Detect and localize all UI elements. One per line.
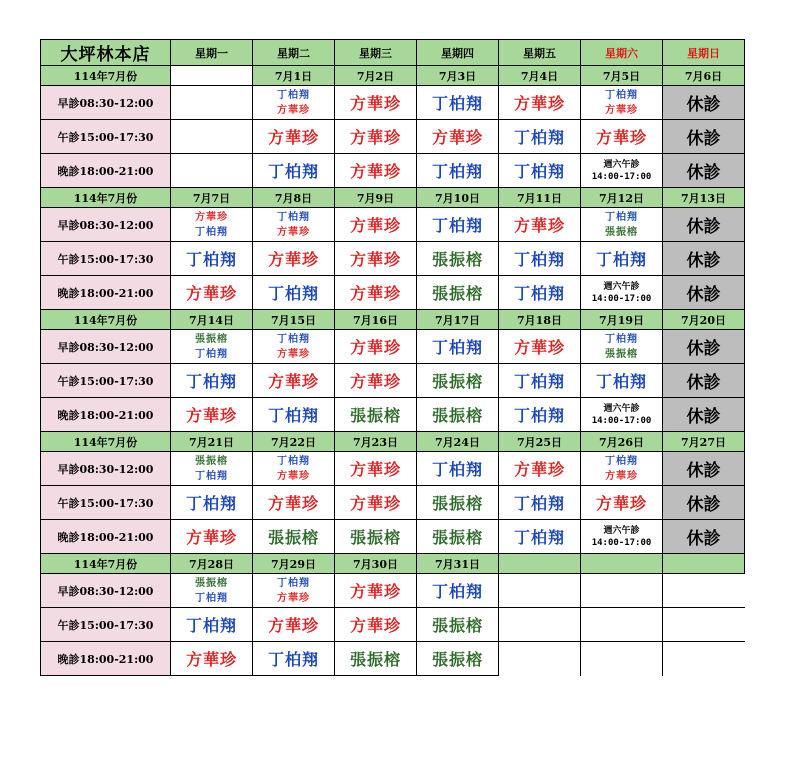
date-cell: 7月31日 [417, 554, 499, 574]
date-cell: 7月11日 [499, 188, 581, 208]
date-cell: 7月13日 [663, 188, 745, 208]
date-cell: 7月19日 [581, 310, 663, 330]
schedule-cell [253, 642, 335, 676]
schedule-cell [335, 330, 417, 364]
schedule-cell [499, 120, 581, 154]
schedule-cell [171, 208, 253, 242]
sat-note-time: 14:00-17:00 [591, 293, 652, 304]
schedule-cell [253, 120, 335, 154]
doctor-name: 丁柏翔 [185, 616, 237, 635]
schedule-cell [171, 120, 253, 154]
doctor-name: 張振榕 [267, 528, 319, 547]
schedule-cell [253, 520, 335, 554]
schedule-cell [335, 242, 417, 276]
doctor-name: 丁柏翔 [513, 250, 565, 269]
doctor-name: 丁柏翔 [431, 338, 483, 357]
weekday-header: 星期六 [581, 40, 663, 66]
month-row [41, 554, 745, 574]
doctor-name: 方華珍 [267, 128, 319, 147]
date-cell [663, 554, 745, 574]
schedule-cell [335, 364, 417, 398]
doctor-name: 丁柏翔 [277, 333, 310, 345]
doctor-name: 丁柏翔 [605, 89, 638, 101]
doctor-name: 丁柏翔 [185, 250, 237, 269]
schedule-cell [335, 452, 417, 486]
schedule-cell [663, 608, 745, 642]
doctor-name: 方華珍 [349, 128, 401, 147]
month-row [41, 432, 745, 452]
closed-cell: 休診 [663, 86, 745, 120]
schedule-cell [499, 398, 581, 432]
schedule-cell [253, 364, 335, 398]
schedule-cell [253, 154, 335, 188]
schedule-cell [417, 398, 499, 432]
doctor-name: 張振榕 [605, 348, 638, 360]
sat-note-line: 週六午診 [603, 281, 640, 292]
doctor-name: 方華珍 [267, 616, 319, 635]
doctor-name: 張振榕 [431, 494, 483, 513]
date-cell: 7月20日 [663, 310, 745, 330]
doctor-name: 丁柏翔 [431, 216, 483, 235]
schedule-cell [417, 208, 499, 242]
doctor-name: 方華珍 [185, 650, 237, 669]
doctor-name: 張振榕 [195, 577, 228, 589]
doctor-name: 丁柏翔 [277, 577, 310, 589]
closed-cell: 休診 [663, 120, 745, 154]
slot-label: 晚診18:00-21:00 [41, 398, 171, 432]
slot-row [41, 154, 745, 188]
slot-row [41, 86, 745, 120]
schedule-cell [171, 364, 253, 398]
slot-label: 早診08:30-12:00 [41, 86, 171, 120]
doctor-name: 方華珍 [349, 616, 401, 635]
schedule-cell [499, 364, 581, 398]
closed-cell: 休診 [663, 398, 745, 432]
schedule-cell [417, 364, 499, 398]
schedule-cell [581, 330, 663, 364]
slot-label: 午診15:00-17:30 [41, 120, 171, 154]
schedule-cell [253, 242, 335, 276]
date-cell: 7月30日 [335, 554, 417, 574]
doctor-name: 丁柏翔 [595, 250, 647, 269]
date-cell: 7月2日 [335, 66, 417, 86]
doctor-name: 張振榕 [431, 406, 483, 425]
schedule-cell [499, 520, 581, 554]
slot-label: 晚診18:00-21:00 [41, 276, 171, 310]
weekday-header: 星期三 [335, 40, 417, 66]
schedule-cell [581, 120, 663, 154]
date-cell: 7月14日 [171, 310, 253, 330]
schedule-cell [335, 276, 417, 310]
schedule-cell [417, 120, 499, 154]
schedule-cell [581, 452, 663, 486]
date-cell: 7月16日 [335, 310, 417, 330]
schedule-cell [581, 608, 663, 642]
schedule-cell [417, 86, 499, 120]
date-cell: 7月5日 [581, 66, 663, 86]
doctor-name: 丁柏翔 [513, 494, 565, 513]
doctor-name: 丁柏翔 [513, 372, 565, 391]
doctor-name: 丁柏翔 [277, 211, 310, 223]
slot-label: 晚診18:00-21:00 [41, 642, 171, 676]
schedule-cell [417, 608, 499, 642]
schedule-cell [253, 452, 335, 486]
doctor-name: 張振榕 [431, 528, 483, 547]
closed-cell: 休診 [663, 242, 745, 276]
schedule-cell [171, 276, 253, 310]
sat-note-line: 週六午診 [603, 525, 640, 536]
date-cell: 7月18日 [499, 310, 581, 330]
schedule-cell [335, 208, 417, 242]
month-row [41, 310, 745, 330]
slot-label: 午診15:00-17:30 [41, 608, 171, 642]
slot-row [41, 486, 745, 520]
weekday-header: 星期五 [499, 40, 581, 66]
slot-row [41, 642, 745, 676]
doctor-name: 張振榕 [605, 226, 638, 238]
schedule-cell [663, 642, 745, 676]
schedule-cell [335, 120, 417, 154]
doctor-name: 方華珍 [605, 470, 638, 482]
store-title: 大坪林本店 [41, 40, 171, 66]
schedule-cell [171, 574, 253, 608]
doctor-name: 方華珍 [267, 494, 319, 513]
sat-note-line: 週六午診 [603, 403, 640, 414]
schedule-cell [417, 276, 499, 310]
schedule-cell [581, 642, 663, 676]
schedule-cell [417, 520, 499, 554]
date-cell: 7月9日 [335, 188, 417, 208]
schedule-cell [499, 330, 581, 364]
closed-cell: 休診 [663, 208, 745, 242]
slot-row [41, 330, 745, 364]
doctor-name: 方華珍 [349, 250, 401, 269]
date-cell: 7月24日 [417, 432, 499, 452]
slot-label: 早診08:30-12:00 [41, 330, 171, 364]
doctor-name: 丁柏翔 [267, 406, 319, 425]
slot-row [41, 208, 745, 242]
date-cell: 7月17日 [417, 310, 499, 330]
doctor-name: 丁柏翔 [431, 162, 483, 181]
schedule-cell [581, 86, 663, 120]
month-label: 114年7月份 [41, 188, 171, 208]
weekday-header: 星期一 [171, 40, 253, 66]
doctor-name: 丁柏翔 [605, 333, 638, 345]
schedule-cell [581, 520, 663, 554]
schedule-cell [335, 574, 417, 608]
doctor-name: 方華珍 [431, 128, 483, 147]
doctor-name: 方華珍 [185, 284, 237, 303]
schedule-cell [171, 486, 253, 520]
doctor-name: 丁柏翔 [513, 406, 565, 425]
slot-row [41, 574, 745, 608]
closed-cell: 休診 [663, 452, 745, 486]
doctor-name: 丁柏翔 [513, 162, 565, 181]
slot-label: 午診15:00-17:30 [41, 364, 171, 398]
doctor-name: 方華珍 [605, 104, 638, 116]
doctor-name: 丁柏翔 [513, 284, 565, 303]
month-row [41, 66, 745, 86]
closed-cell: 休診 [663, 276, 745, 310]
slot-label: 早診08:30-12:00 [41, 208, 171, 242]
doctor-name: 方華珍 [349, 216, 401, 235]
schedule-cell [581, 208, 663, 242]
schedule-cell [499, 276, 581, 310]
schedule-cell [663, 574, 745, 608]
schedule-table [40, 39, 745, 676]
schedule-cell [417, 486, 499, 520]
doctor-name: 張振榕 [349, 528, 401, 547]
date-cell: 7月4日 [499, 66, 581, 86]
date-cell: 7月12日 [581, 188, 663, 208]
doctor-name: 方華珍 [277, 104, 310, 116]
date-cell: 7月28日 [171, 554, 253, 574]
doctor-name: 張振榕 [431, 650, 483, 669]
slot-label: 早診08:30-12:00 [41, 452, 171, 486]
schedule-cell [581, 276, 663, 310]
slot-label: 早診08:30-12:00 [41, 574, 171, 608]
doctor-name: 方華珍 [349, 494, 401, 513]
schedule-cell [499, 574, 581, 608]
month-label: 114年7月份 [41, 432, 171, 452]
doctor-name: 方華珍 [267, 372, 319, 391]
schedule-cell [335, 642, 417, 676]
schedule-cell [253, 86, 335, 120]
date-cell: 7月10日 [417, 188, 499, 208]
doctor-name: 張振榕 [431, 284, 483, 303]
schedule-cell [171, 608, 253, 642]
schedule-cell [253, 330, 335, 364]
schedule-cell [171, 242, 253, 276]
doctor-name: 丁柏翔 [267, 284, 319, 303]
doctor-name: 丁柏翔 [195, 348, 228, 360]
schedule-cell [335, 154, 417, 188]
schedule-cell [253, 276, 335, 310]
schedule-cell [171, 520, 253, 554]
doctor-name: 方華珍 [349, 284, 401, 303]
doctor-name: 方華珍 [513, 94, 565, 113]
schedule-cell [335, 86, 417, 120]
doctor-name: 方華珍 [185, 528, 237, 547]
schedule-cell [417, 154, 499, 188]
schedule-cell [171, 86, 253, 120]
schedule-cell [335, 398, 417, 432]
month-row [41, 188, 745, 208]
schedule-cell [499, 154, 581, 188]
closed-cell: 休診 [663, 520, 745, 554]
doctor-name: 方華珍 [349, 372, 401, 391]
sat-note-line: 週六午診 [603, 159, 640, 170]
date-cell: 7月27日 [663, 432, 745, 452]
date-cell: 7月6日 [663, 66, 745, 86]
slot-row [41, 398, 745, 432]
slot-row [41, 608, 745, 642]
doctor-name: 方華珍 [277, 226, 310, 238]
schedule-cell [335, 486, 417, 520]
date-cell: 7月25日 [499, 432, 581, 452]
schedule-cell [171, 330, 253, 364]
doctor-name: 丁柏翔 [185, 494, 237, 513]
slot-label: 午診15:00-17:30 [41, 486, 171, 520]
schedule-cell [499, 86, 581, 120]
doctor-name: 丁柏翔 [513, 528, 565, 547]
schedule-cell [417, 574, 499, 608]
slot-row [41, 452, 745, 486]
date-cell [581, 554, 663, 574]
schedule-cell [499, 608, 581, 642]
doctor-name: 方華珍 [277, 348, 310, 360]
doctor-name: 丁柏翔 [605, 455, 638, 467]
date-cell: 7月8日 [253, 188, 335, 208]
doctor-name: 方華珍 [277, 470, 310, 482]
schedule-cell [499, 208, 581, 242]
date-cell: 7月7日 [171, 188, 253, 208]
date-cell: 7月21日 [171, 432, 253, 452]
date-cell [171, 66, 253, 86]
date-cell: 7月23日 [335, 432, 417, 452]
doctor-name: 張振榕 [349, 650, 401, 669]
doctor-name: 丁柏翔 [431, 582, 483, 601]
schedule-cell [581, 364, 663, 398]
doctor-name: 方華珍 [349, 582, 401, 601]
doctor-name: 丁柏翔 [267, 650, 319, 669]
date-cell: 7月3日 [417, 66, 499, 86]
slot-row [41, 364, 745, 398]
schedule-cell [581, 154, 663, 188]
sat-note-time: 14:00-17:00 [591, 537, 652, 548]
closed-cell: 休診 [663, 330, 745, 364]
schedule-cell [253, 574, 335, 608]
schedule-cell [581, 486, 663, 520]
doctor-name: 方華珍 [349, 94, 401, 113]
doctor-name: 方華珍 [185, 406, 237, 425]
doctor-name: 張振榕 [431, 372, 483, 391]
doctor-name: 丁柏翔 [185, 372, 237, 391]
month-label: 114年7月份 [41, 310, 171, 330]
date-cell: 7月1日 [253, 66, 335, 86]
schedule-cell [499, 452, 581, 486]
doctor-name: 張振榕 [195, 333, 228, 345]
doctor-name: 方華珍 [267, 250, 319, 269]
schedule-cell [581, 398, 663, 432]
schedule-cell [417, 242, 499, 276]
doctor-name: 方華珍 [349, 338, 401, 357]
schedule-cell [499, 642, 581, 676]
doctor-name: 方華珍 [513, 338, 565, 357]
doctor-name: 張振榕 [195, 455, 228, 467]
closed-cell: 休診 [663, 154, 745, 188]
schedule-cell [499, 486, 581, 520]
schedule-cell [171, 154, 253, 188]
doctor-name: 方華珍 [195, 211, 228, 223]
closed-cell: 休診 [663, 364, 745, 398]
schedule-cell [253, 608, 335, 642]
schedule-cell [171, 452, 253, 486]
weekday-header: 星期二 [253, 40, 335, 66]
schedule-cell [253, 398, 335, 432]
doctor-name: 丁柏翔 [431, 460, 483, 479]
slot-row [41, 242, 745, 276]
month-label: 114年7月份 [41, 66, 171, 86]
doctor-name: 張振榕 [431, 250, 483, 269]
doctor-name: 方華珍 [595, 494, 647, 513]
schedule-cell [417, 642, 499, 676]
schedule-cell [417, 452, 499, 486]
sat-note-time: 14:00-17:00 [591, 171, 652, 182]
schedule-cell [253, 208, 335, 242]
weekday-header: 星期日 [663, 40, 745, 66]
slot-label: 晚診18:00-21:00 [41, 520, 171, 554]
doctor-name: 丁柏翔 [605, 211, 638, 223]
date-cell [499, 554, 581, 574]
schedule-cell [335, 520, 417, 554]
schedule-cell [581, 574, 663, 608]
doctor-name: 丁柏翔 [195, 470, 228, 482]
slot-label: 晚診18:00-21:00 [41, 154, 171, 188]
doctor-name: 方華珍 [513, 460, 565, 479]
header-row [41, 40, 745, 66]
doctor-name: 方華珍 [595, 128, 647, 147]
doctor-name: 丁柏翔 [513, 128, 565, 147]
doctor-name: 方華珍 [349, 162, 401, 181]
doctor-name: 張振榕 [431, 616, 483, 635]
sat-note-time: 14:00-17:00 [591, 415, 652, 426]
schedule-cell [171, 398, 253, 432]
schedule-cell [253, 486, 335, 520]
doctor-name: 方華珍 [513, 216, 565, 235]
schedule-cell [171, 642, 253, 676]
doctor-name: 丁柏翔 [595, 372, 647, 391]
doctor-name: 丁柏翔 [195, 592, 228, 604]
date-cell: 7月15日 [253, 310, 335, 330]
doctor-name: 張振榕 [349, 406, 401, 425]
date-cell: 7月26日 [581, 432, 663, 452]
slot-row [41, 520, 745, 554]
date-cell: 7月22日 [253, 432, 335, 452]
slot-row [41, 120, 745, 154]
schedule-cell [417, 330, 499, 364]
doctor-name: 丁柏翔 [195, 226, 228, 238]
doctor-name: 方華珍 [277, 592, 310, 604]
schedule-cell [581, 242, 663, 276]
doctor-name: 丁柏翔 [431, 94, 483, 113]
doctor-name: 方華珍 [349, 460, 401, 479]
slot-row [41, 276, 745, 310]
weekday-header: 星期四 [417, 40, 499, 66]
doctor-name: 丁柏翔 [277, 89, 310, 101]
schedule-cell [335, 608, 417, 642]
slot-label: 午診15:00-17:30 [41, 242, 171, 276]
doctor-name: 丁柏翔 [277, 455, 310, 467]
schedule-cell [499, 242, 581, 276]
date-cell: 7月29日 [253, 554, 335, 574]
month-label: 114年7月份 [41, 554, 171, 574]
doctor-name: 丁柏翔 [267, 162, 319, 181]
closed-cell: 休診 [663, 486, 745, 520]
